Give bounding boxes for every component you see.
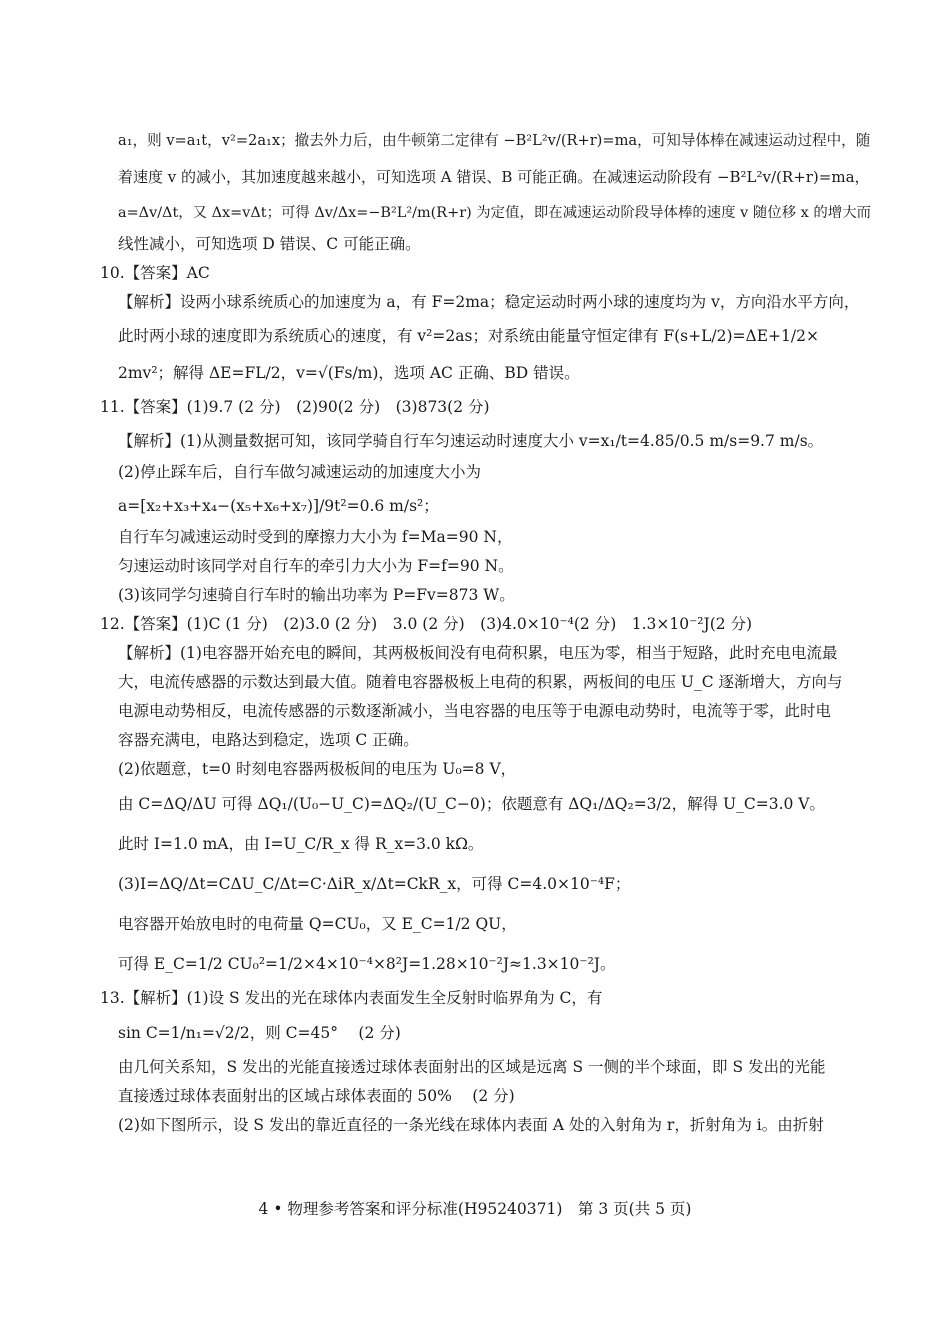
text-line: (3)I=ΔQ/Δt=CΔU_C/Δt=C·ΔiR_x/Δt=CkR_x，可得 C=4.0×10⁻⁴F； xyxy=(118,875,631,893)
text-line: 【解析】(1)从测量数据可知，该同学骑自行车匀速运动时速度大小 v=x₁/t=4.85/0.5 m/s=9.7 m/s。 xyxy=(118,432,824,450)
text-line: 电源电动势相反，电流传感器的示数逐渐减小，当电容器的电压等于电源电动势时，电流等于零，此时电 xyxy=(118,702,832,720)
text-line: a₁，则 v=a₁t，v²=2a₁x；撤去外力后，由牛顿第二定律有 −B²L²v/(R+r)=ma，可知导体棒在减速运动过程中，随 xyxy=(118,132,871,149)
text-line: 10.【答案】AC xyxy=(100,264,210,282)
text-line: a=Δv/Δt，又 Δx=vΔt；可得 Δv/Δx=−B²L²/m(R+r) 为定值，即在减速运动阶段导体棒的速度 v 随位移 x 的增大而 xyxy=(118,205,872,221)
text-line: 13.【解析】(1)设 S 发出的光在球体内表面发生全反射时临界角为 C，有 xyxy=(100,989,603,1007)
text-line: 此时两小球的速度即为系统质心的速度，有 v²=2as；对系统由能量守恒定律有 F(s+L/2)=ΔE+1/2× xyxy=(118,327,819,345)
text-line: (2)依题意，t=0 时刻电容器两极板间的电压为 U₀=8 V， xyxy=(118,760,517,778)
text-line: 自行车匀减速运动时受到的摩擦力大小为 f=Ma=90 N， xyxy=(118,528,513,546)
text-line: (2)如下图所示，设 S 发出的靠近直径的一条光线在球体内表面 A 处的入射角为 r，折射角为 i。由折射 xyxy=(118,1116,824,1134)
text-line: 可得 E_C=1/2 CU₀²=1/2×4×10⁻⁴×8²J=1.28×10⁻²J≈1.3×10⁻²J。 xyxy=(118,955,616,973)
text-line: 着速度 v 的减小，其加速度越来越小，可知选项 A 错误、B 可能正确。在减速运动阶段有 −B²L²v/(R+r)=ma， xyxy=(118,168,870,186)
text-line: 11.【答案】(1)9.7 (2 分) (2)90(2 分) (3)873(2 分) xyxy=(100,398,490,416)
text-line: 此时 I=1.0 mA，由 I=U_C/R_x 得 R_x=3.0 kΩ。 xyxy=(118,835,484,853)
text-line: 大，电流传感器的示数达到最大值。随着电容器极板上电荷的积累，两板间的电压 U_C 逐渐增大，方向与 xyxy=(118,673,843,691)
answer-text-body xyxy=(100,125,870,1143)
text-line: 由几何关系知，S 发出的光能直接透过球体表面射出的区域是远离 S 一侧的半个球面，即 S 发出的光能 xyxy=(118,1058,826,1076)
text-line: sin C=1/n₁=√2/2，则 C=45° (2 分) xyxy=(118,1024,401,1042)
text-line: (2)停止踩车后，自行车做匀减速运动的加速度大小为 xyxy=(118,463,481,481)
text-line: 【解析】(1)电容器开始充电的瞬间，其两极板间没有电荷积累，电压为零，相当于短路，此时充电电流最 xyxy=(118,644,838,662)
text-line: 电容器开始放电时的电荷量 Q=CU₀，又 E_C=1/2 QU， xyxy=(118,915,517,933)
page-footer: 4 • 物理参考答案和评分标准(H95240371) 第 3 页(共 5 页) xyxy=(258,1200,692,1218)
text-line: 容器充满电，电路达到稳定，选项 C 正确。 xyxy=(118,731,419,749)
text-line: 12.【答案】(1)C (1 分) (2)3.0 (2 分) 3.0 (2 分) (3)4.0×10⁻⁴(2 分) 1.3×10⁻²J(2 分) xyxy=(100,615,753,633)
text-line: a=[x₂+x₃+x₄−(x₅+x₆+x₇)]/9t²=0.6 m/s²； xyxy=(118,497,439,515)
text-line: 由 C=ΔQ/ΔU 可得 ΔQ₁/(U₀−U_C)=ΔQ₂/(U_C−0)；依题意有 ΔQ₁/ΔQ₂=3/2，解得 U_C=3.0 V。 xyxy=(118,795,825,813)
text-line: (3)该同学匀速骑自行车时的输出功率为 P=Fv=873 W。 xyxy=(118,586,515,604)
text-line: 2mv²；解得 ΔE=FL/2，v=√(Fs/m)，选项 AC 正确、BD 错误。 xyxy=(118,364,580,382)
text-line: 线性减小，可知选项 D 错误、C 可能正确。 xyxy=(118,235,421,253)
text-line: 【解析】设两小球系统质心的加速度为 a，有 F=2ma；稳定运动时两小球的速度均为 v，方向沿水平方向， xyxy=(118,293,860,311)
text-line: 直接透过球体表面射出的区域占球体表面的 50% (2 分) xyxy=(118,1087,515,1105)
text-line: 匀速运动时该同学对自行车的牵引力大小为 F=f=90 N。 xyxy=(118,557,514,575)
